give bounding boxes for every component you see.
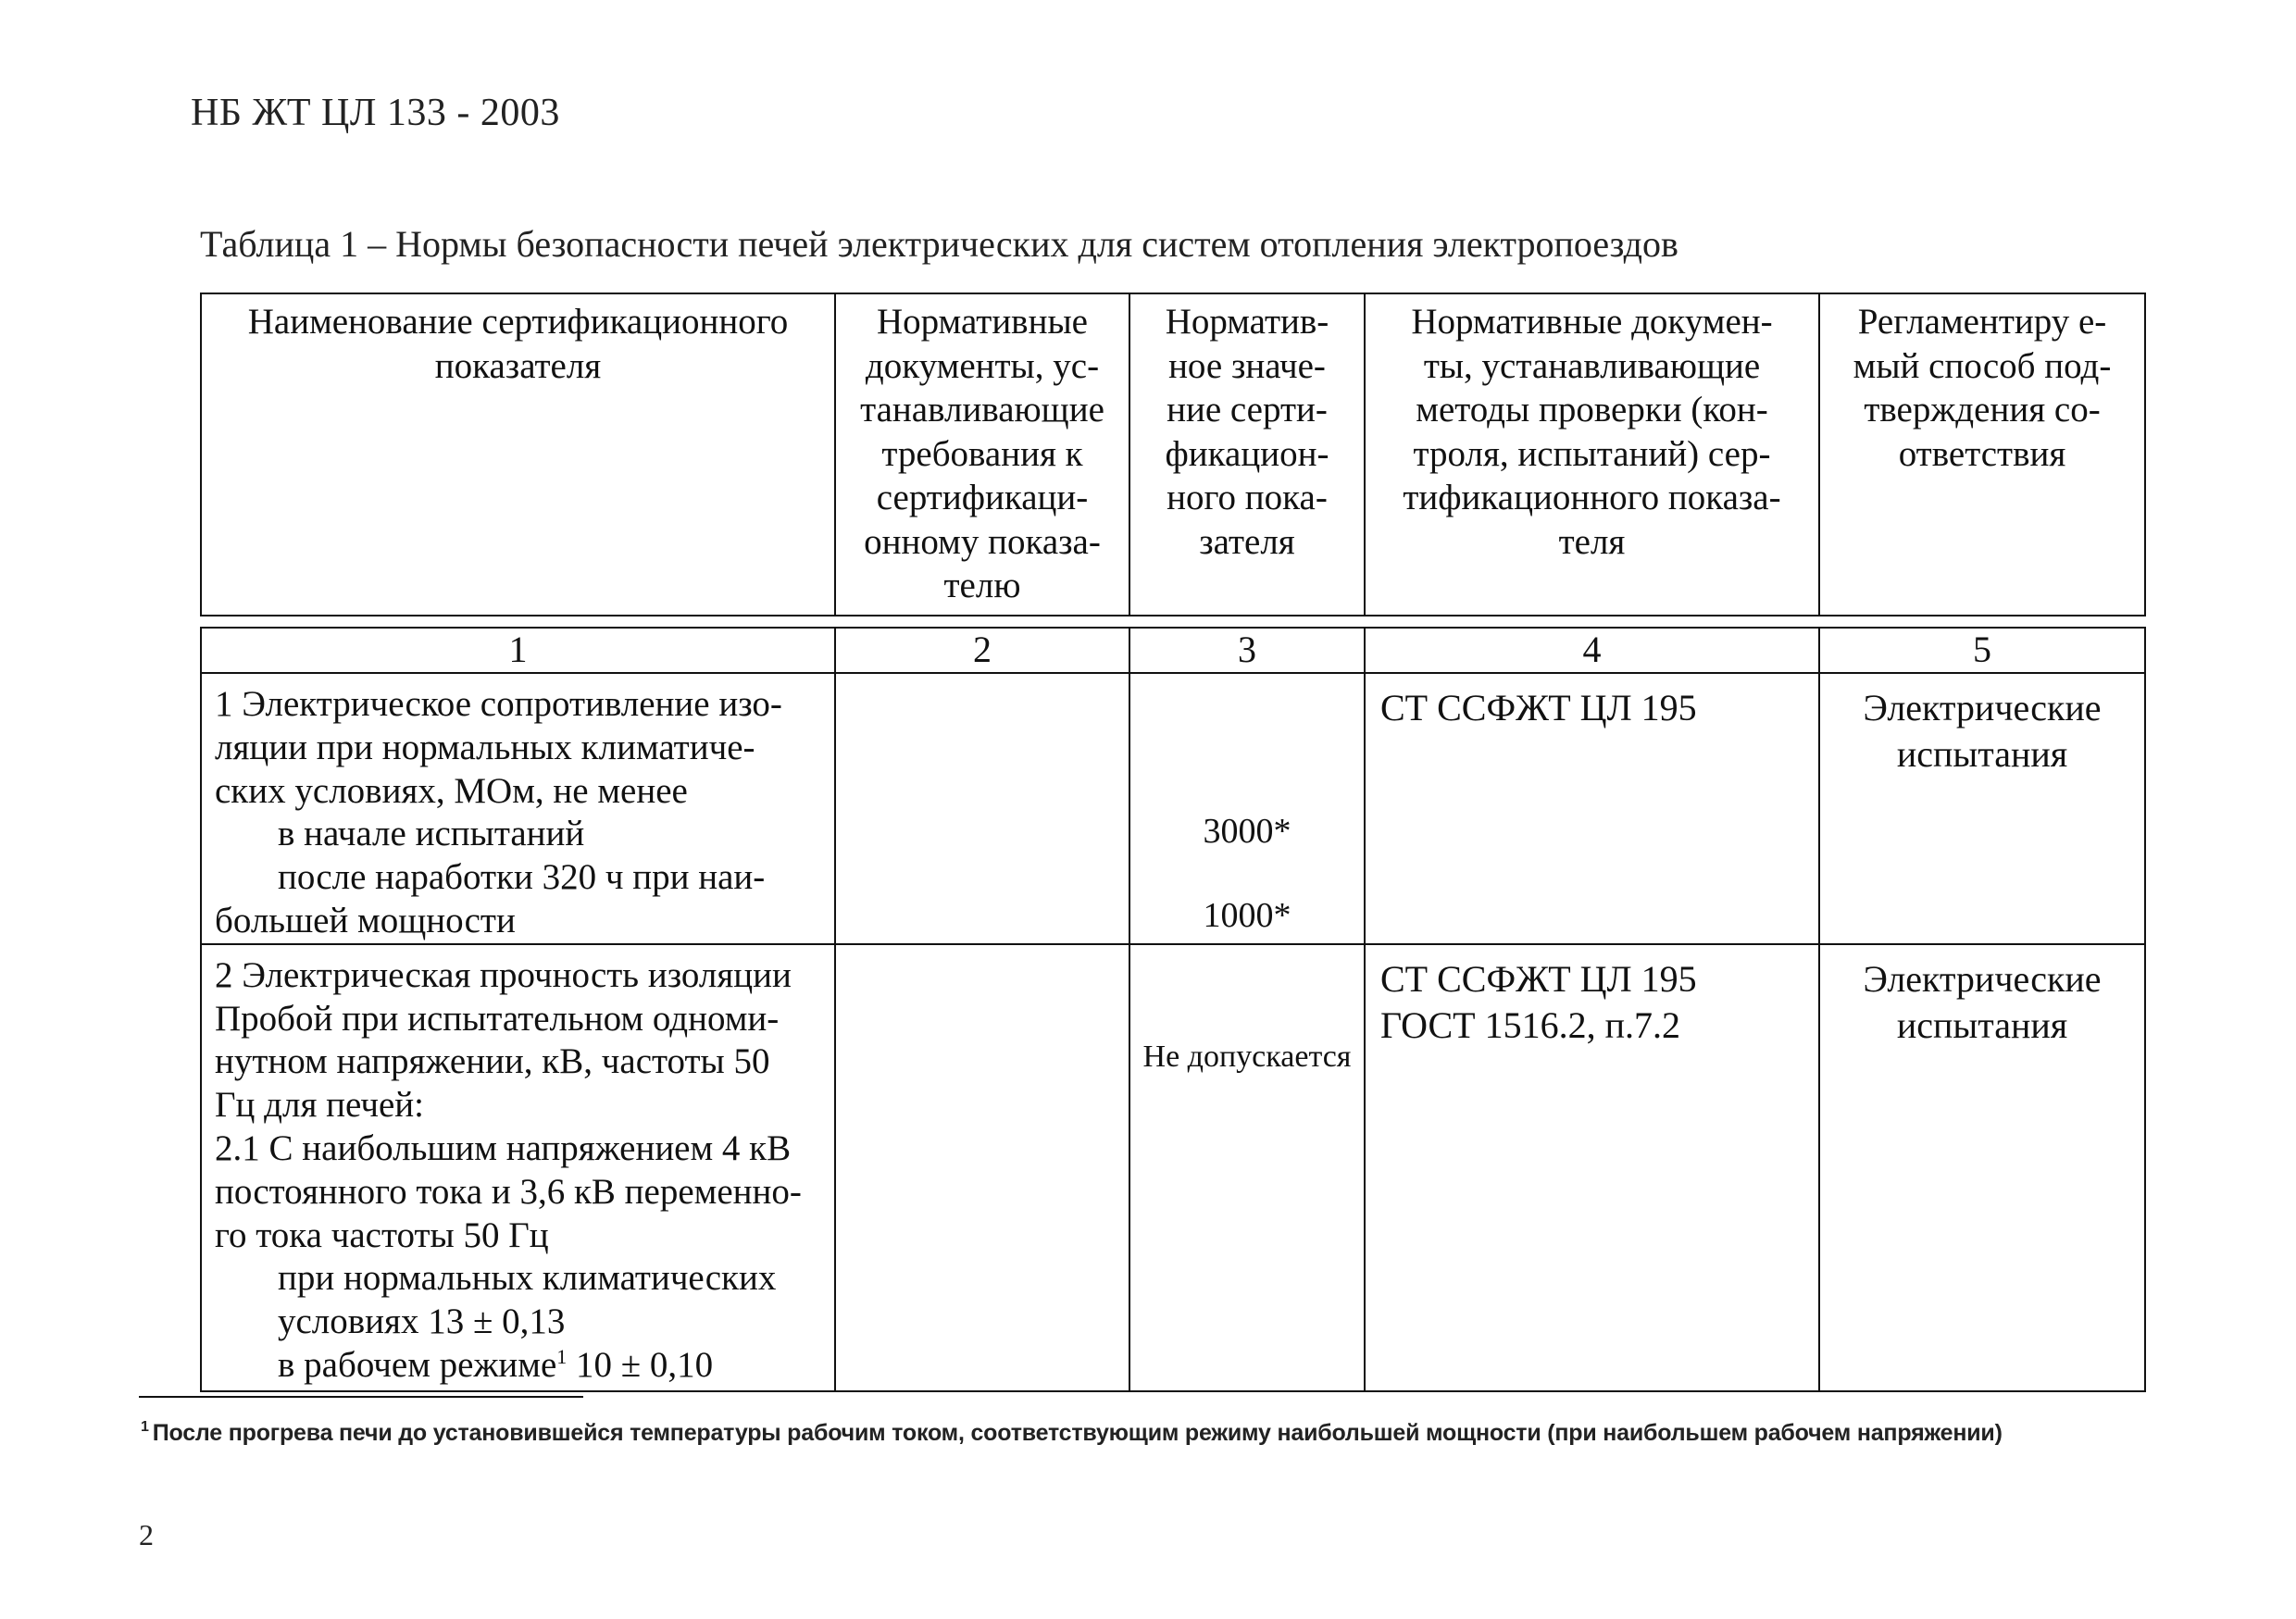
- method-doc: СТ ССФЖТ ЦЛ 195: [1380, 957, 1697, 1000]
- header-col1-line: показателя: [434, 345, 602, 386]
- column-number: 5: [1819, 628, 2145, 673]
- value-not-allowed: Не допускается: [1142, 1039, 1352, 1074]
- confirmation-line: испытания: [1896, 733, 2068, 775]
- table-row: [201, 673, 2145, 944]
- column-number: 2: [835, 628, 1129, 673]
- confirmation-line: Электрические: [1863, 957, 2102, 1000]
- footnote-reference: 1: [556, 1344, 568, 1368]
- page-number: 2: [139, 1518, 154, 1551]
- indicator-line-last: [215, 1344, 821, 1388]
- indicator-line: Гц для печей:: [215, 1085, 425, 1126]
- header-col4-line: теля: [1558, 521, 1626, 562]
- indicator-line: 2 Электрическая прочность изоляции: [215, 954, 792, 995]
- header-col2-line: требования к: [881, 433, 1083, 474]
- header-col4-line: ты, устанавливающие: [1423, 345, 1761, 386]
- indicator-text: в рабочем режиме: [278, 1344, 557, 1385]
- footnote: [141, 1419, 2003, 1447]
- row-norm-docs: [835, 673, 1129, 944]
- footnote-text: После прогрева печи до установившейся температуры рабочим током, соответствующим режиму наибольшей мощности (при наибольшем рабочем напряжении): [152, 1420, 2003, 1446]
- footnote-mark: 1: [141, 1419, 149, 1435]
- row-norm-docs: [835, 944, 1129, 1391]
- indicator-line: условиях 13 ± 0,13: [278, 1301, 566, 1342]
- header-col1-line: Наименование сертификационного: [247, 302, 789, 342]
- table-header: [200, 293, 2146, 616]
- indicator-line: ских условиях, МОм, не менее: [215, 770, 688, 811]
- indicator-line: после наработки 320 ч при наи-: [278, 857, 766, 898]
- header-col5-line: мый способ под-: [1853, 345, 2112, 386]
- column-number: 3: [1129, 628, 1365, 673]
- value-start: 3000*: [1203, 812, 1292, 851]
- indicator-line: ляции при нормальных климатиче-: [215, 727, 755, 767]
- confirmation-line: испытания: [1896, 1003, 2068, 1046]
- header-col2-line: сертификаци-: [876, 478, 1089, 518]
- method-doc: СТ ССФЖТ ЦЛ 195: [1380, 687, 1697, 729]
- row-indicator-name: [201, 673, 835, 944]
- header-col-norm-docs: [835, 293, 1129, 616]
- header-col3-line: ние серти-: [1167, 390, 1328, 430]
- header-col-method-docs: [1365, 293, 1819, 616]
- indicator-line: го тока частоты 50 Гц: [215, 1214, 549, 1255]
- header-col5-line: тверждения со-: [1864, 390, 2101, 430]
- header-col2-line: Нормативные: [876, 302, 1088, 342]
- column-number: 1: [201, 628, 835, 673]
- header-col3-line: ное значе-: [1168, 345, 1326, 386]
- row-norm-value: [1129, 673, 1365, 944]
- header-col4-line: троля, испытаний) сер-: [1413, 433, 1771, 474]
- indicator-line: 1 Электрическое сопротивление изо-: [215, 684, 782, 724]
- header-col-confirmation: [1819, 293, 2145, 616]
- row-indicator-name: [201, 944, 835, 1391]
- header-col3-line: зателя: [1199, 521, 1295, 562]
- header-col2-line: телю: [943, 566, 1021, 606]
- header-col2-line: танавливающие: [860, 390, 1104, 430]
- row-confirmation: [1819, 944, 2145, 1391]
- header-col4-line: Нормативные докумен-: [1411, 302, 1773, 342]
- header-col3-line: ного пока-: [1167, 478, 1328, 518]
- indicator-line: 2.1 С наибольшим напряжением 4 кВ: [215, 1127, 792, 1168]
- indicator-line: нутном напряжении, кВ, частоты 50: [215, 1041, 770, 1082]
- value-after-run: 1000*: [1203, 896, 1292, 935]
- row-confirmation: [1819, 673, 2145, 944]
- table-caption: Таблица 1 – Нормы безопасности печей электрических для систем отопления электропоездов: [200, 223, 1678, 265]
- document-code: НБ ЖТ ЦЛ 133 - 2003: [191, 92, 560, 134]
- header-col-name: [201, 293, 835, 616]
- footnote-divider: [139, 1396, 583, 1398]
- row-method-docs: [1365, 673, 1819, 944]
- column-number-row: [201, 628, 2145, 673]
- header-col5-line: Регламентиру е-: [1857, 302, 2107, 342]
- table-body: [200, 627, 2146, 1392]
- header-col4-line: методы проверки (кон-: [1416, 390, 1768, 430]
- indicator-line: Пробой при испытательном одноми-: [215, 998, 780, 1039]
- method-doc: ГОСТ 1516.2, п.7.2: [1380, 1003, 1681, 1046]
- indicator-line: при нормальных климатических: [278, 1258, 777, 1299]
- header-col5-line: ответствия: [1898, 433, 2066, 474]
- row-method-docs: [1365, 944, 1819, 1391]
- row-norm-value: [1129, 944, 1365, 1391]
- indicator-line: большей мощности: [215, 900, 516, 940]
- table-row: [201, 944, 2145, 1391]
- header-col4-line: тификационного показа-: [1403, 478, 1781, 518]
- header-col2-line: онному показа-: [864, 521, 1101, 562]
- indicator-line: постоянного тока и 3,6 кВ переменно-: [215, 1171, 802, 1212]
- column-number: 4: [1365, 628, 1819, 673]
- indicator-text: 10 ± 0,10: [567, 1344, 714, 1385]
- header-col-norm-value: [1129, 293, 1365, 616]
- indicator-line: в начале испытаний: [278, 814, 585, 854]
- header-col3-line: Норматив-: [1165, 302, 1329, 342]
- header-col2-line: документы, ус-: [865, 345, 1100, 386]
- confirmation-line: Электрические: [1863, 687, 2102, 729]
- header-col3-line: фикацион-: [1165, 433, 1329, 474]
